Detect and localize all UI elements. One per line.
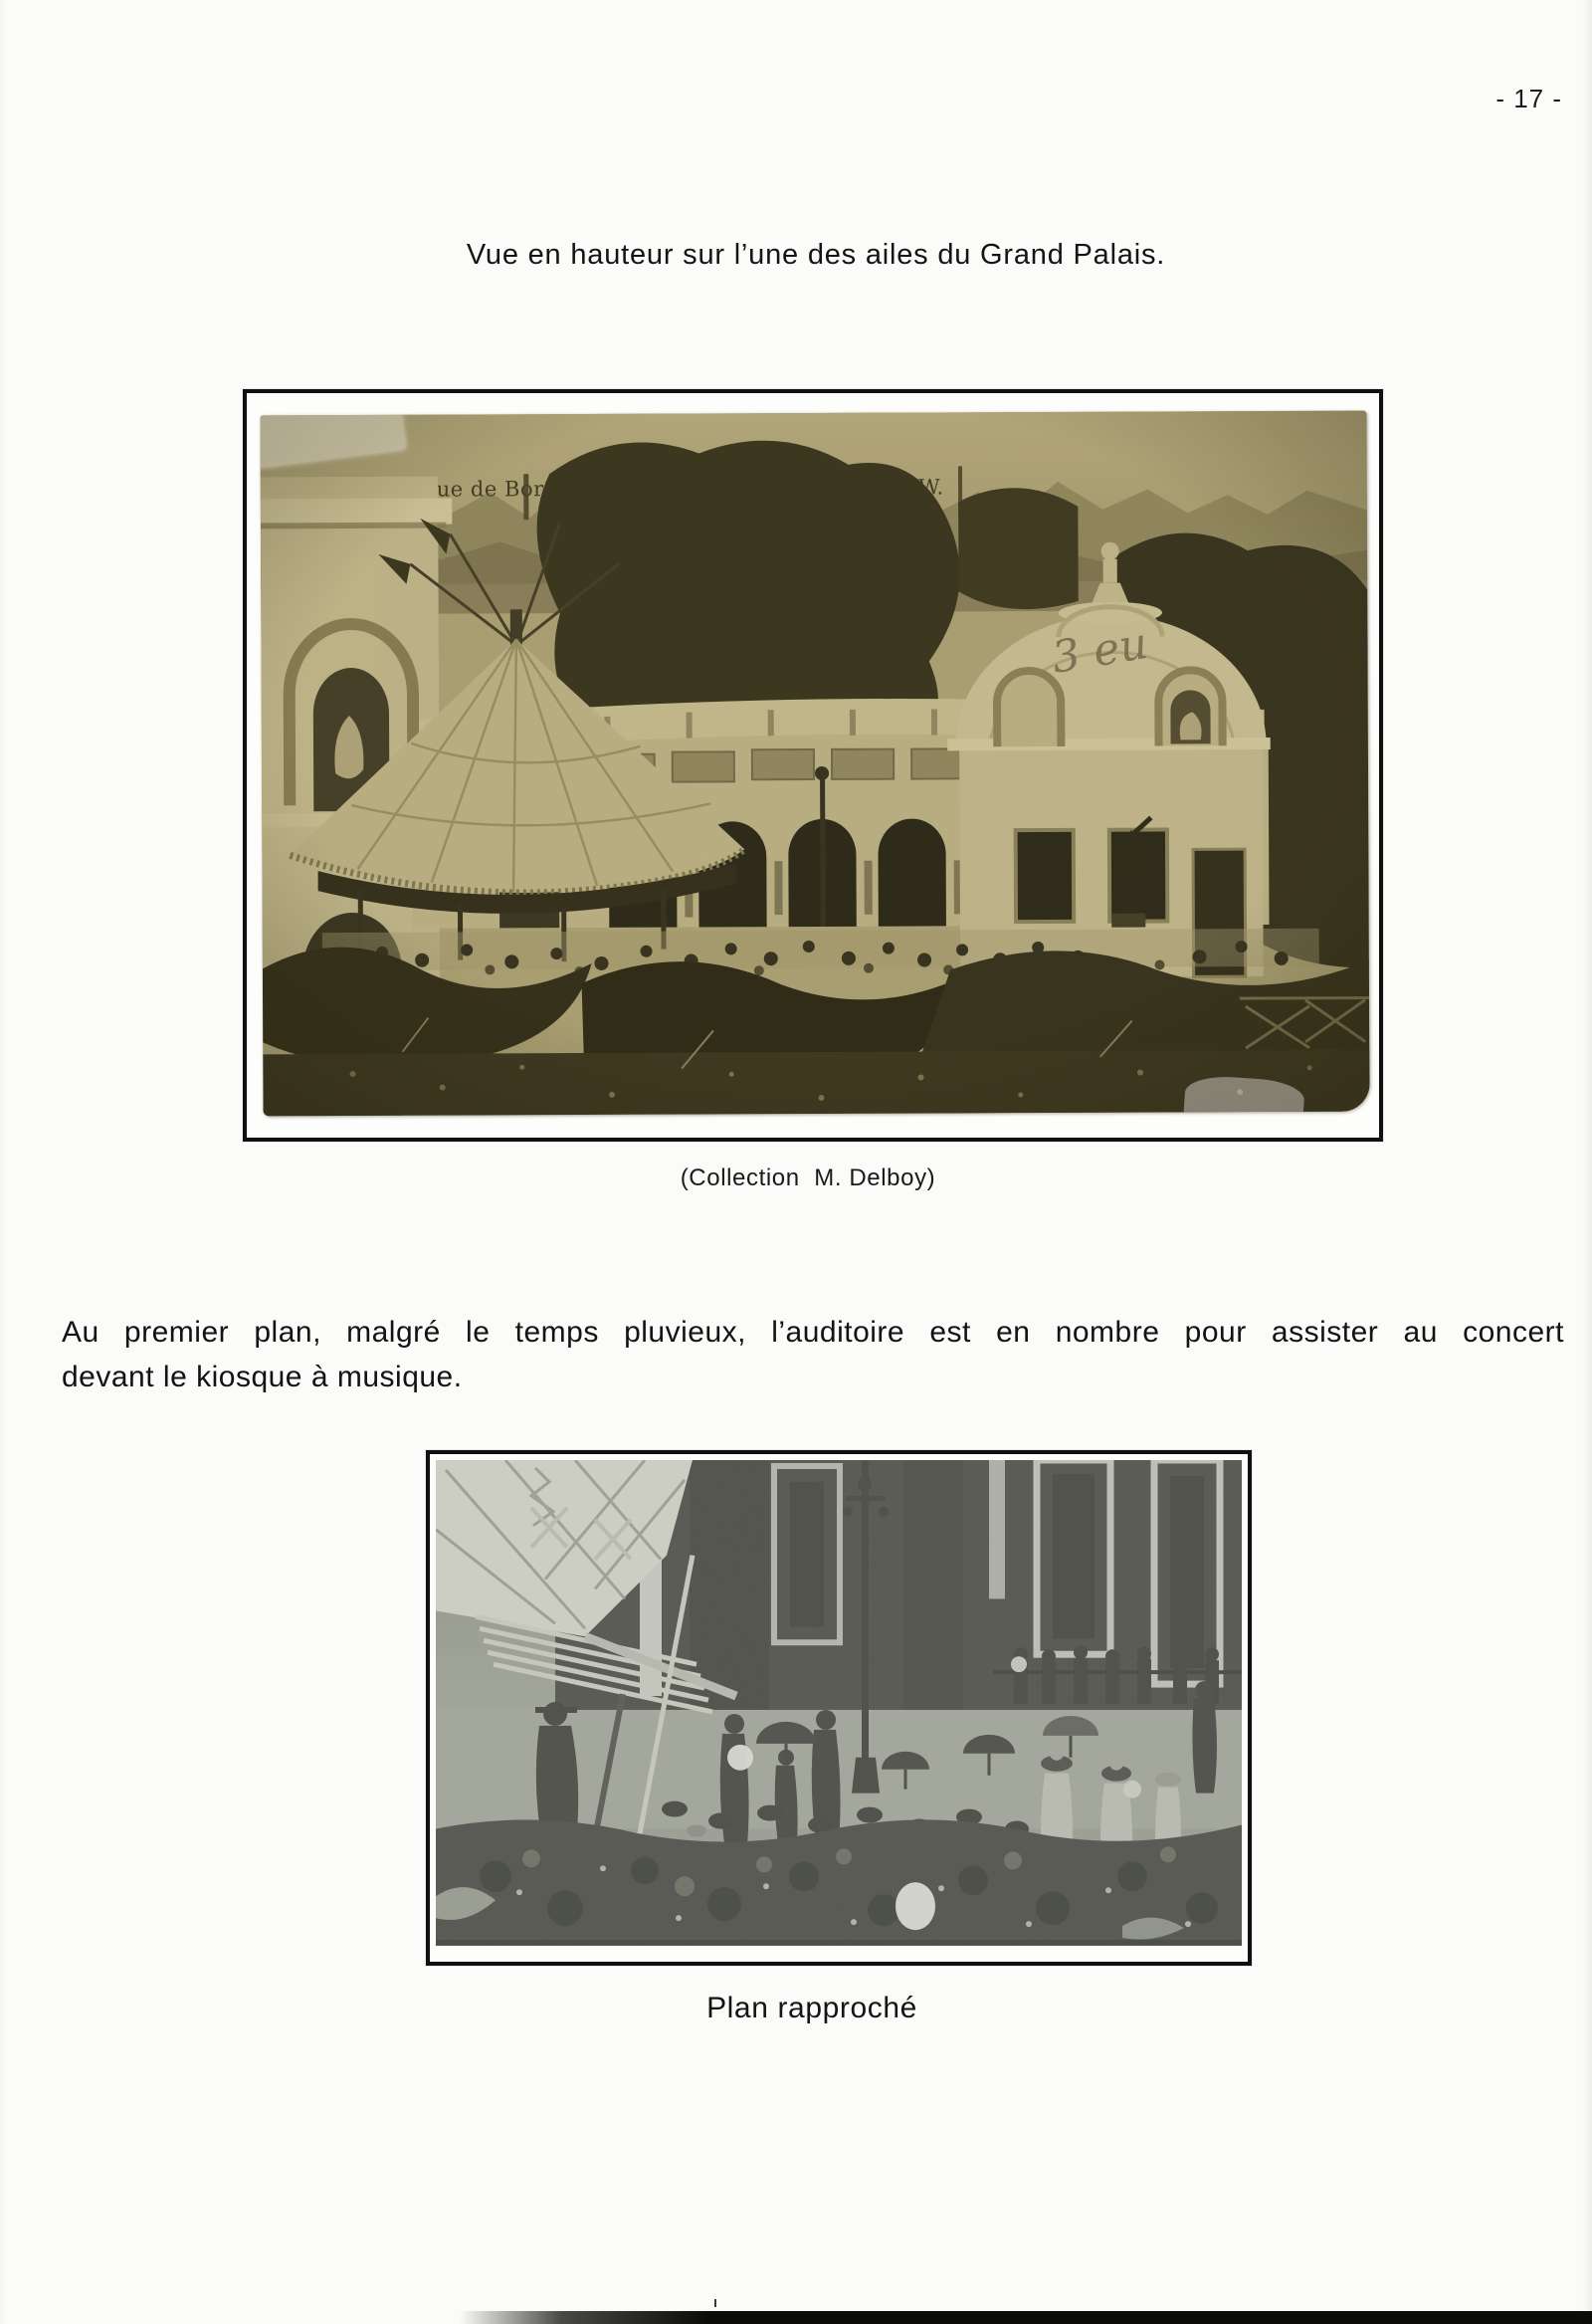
- postcard-collection-caption: (Collection M. Delboy): [680, 1164, 936, 1191]
- closeup-photo: [436, 1460, 1242, 1946]
- page-number: - 17 -: [1495, 84, 1562, 113]
- page-title: Vue en hauteur sur l’une des ailes du Grand Palais.: [466, 239, 1166, 271]
- postcard-photo-frame: [243, 389, 1383, 1142]
- body-paragraph: [62, 1310, 1564, 1399]
- postcard-illustration: [260, 411, 1369, 1117]
- scan-artifact-tick: [714, 2299, 716, 2307]
- closeup-photo-frame: [426, 1450, 1252, 1966]
- scan-edge-strip: [460, 2311, 1592, 2324]
- closeup-illustration: [436, 1460, 1242, 1946]
- body-paragraph-line2: devant le kiosque à musique.: [62, 1361, 463, 1393]
- postcard-photo: [260, 411, 1369, 1117]
- closeup-caption: Plan rapproché: [706, 1992, 917, 2024]
- body-paragraph-line1: Au premier plan, malgré le temps pluvieux, l’auditoire est en nombre pour assister au concert: [62, 1316, 1564, 1349]
